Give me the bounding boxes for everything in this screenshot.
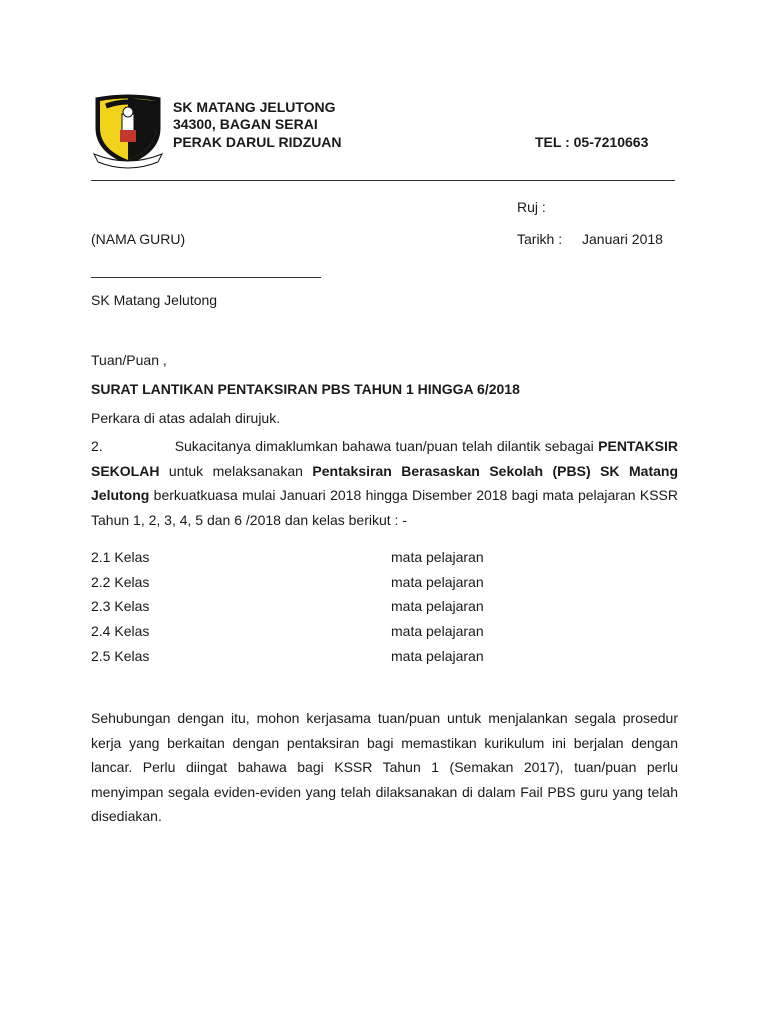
recipient-underline [91, 277, 321, 278]
class-label: 2.3 Kelas [91, 598, 150, 614]
para-text-3: berkuatkuasa mulai Januari 2018 hingga Disember 2018 bagi mata pelajaran KSSR Tahun 1, 2, 3, 4, 5 dan 6 /2018 dan kelas berikut : - [91, 487, 678, 528]
class-subject: mata pelajaran [391, 549, 484, 565]
state: PERAK DARUL RIDZUAN [173, 134, 342, 150]
recipient-school: SK Matang Jelutong [91, 292, 218, 308]
class-subject: mata pelajaran [391, 648, 484, 664]
subject-line: SURAT LANTIKAN PENTAKSIRAN PBS TAHUN 1 HINGGA 6/2018 [91, 381, 520, 397]
class-row [91, 648, 149, 665]
para-text-2: untuk melaksanakan [159, 462, 313, 479]
class-label: 2.2 Kelas [91, 574, 150, 590]
postcode-town: 34300, BAGAN SERAI [173, 116, 318, 132]
tarikh-label: Tarikh : [517, 231, 563, 247]
class-label: 2.5 Kelas [91, 648, 150, 664]
closing-paragraph: Sehubungan dengan itu, mohon kerjasama tuan/puan untuk menjalankan segala prosedur kerja yang berkaitan dengan pentaksiran bagi memastikan kurikulum ini berjalan dengan lancar. Perlu diingat bahawa bagi KSSR Tahun 1 (Semakan 2017), tuan/puan perlu menyimpan segala eviden-eviden yang telah dilaksanakan di dalam Fail PBS guru yang telah disediakan. [91, 710, 678, 824]
class-label: 2.1 Kelas [91, 549, 150, 565]
class-row [91, 549, 149, 566]
school-name: SK MATANG JELUTONG [173, 99, 336, 115]
tarikh-value: Januari 2018 [582, 231, 663, 247]
class-row [91, 598, 149, 615]
para-number: 2. [91, 438, 103, 454]
header-divider [91, 180, 675, 181]
intro-line: Perkara di atas adalah dirujuk. [91, 410, 281, 426]
ruj-label: Ruj : [517, 199, 546, 215]
class-subject: mata pelajaran [391, 598, 484, 614]
class-label: 2.4 Kelas [91, 623, 150, 639]
class-row [91, 574, 149, 591]
para-text-1: Sukacitanya dimaklumkan bahawa tuan/puan telah dilantik sebagai [174, 438, 599, 454]
para-bold-1: PENTAKSIR SEKOLAH [91, 438, 678, 479]
telephone: TEL : 05-7210663 [535, 134, 649, 150]
paragraph-2 [91, 434, 678, 532]
class-subject: mata pelajaran [391, 574, 484, 590]
class-subject: mata pelajaran [391, 623, 484, 639]
para-bold-2: Pentaksiran Berasaskan Sekolah (PBS) SK Matang Jelutong [91, 462, 678, 503]
recipient-name: (NAMA GURU) [91, 231, 186, 247]
salutation: Tuan/Puan , [91, 352, 167, 368]
class-row [91, 623, 149, 640]
school-crest-logo [92, 92, 164, 170]
